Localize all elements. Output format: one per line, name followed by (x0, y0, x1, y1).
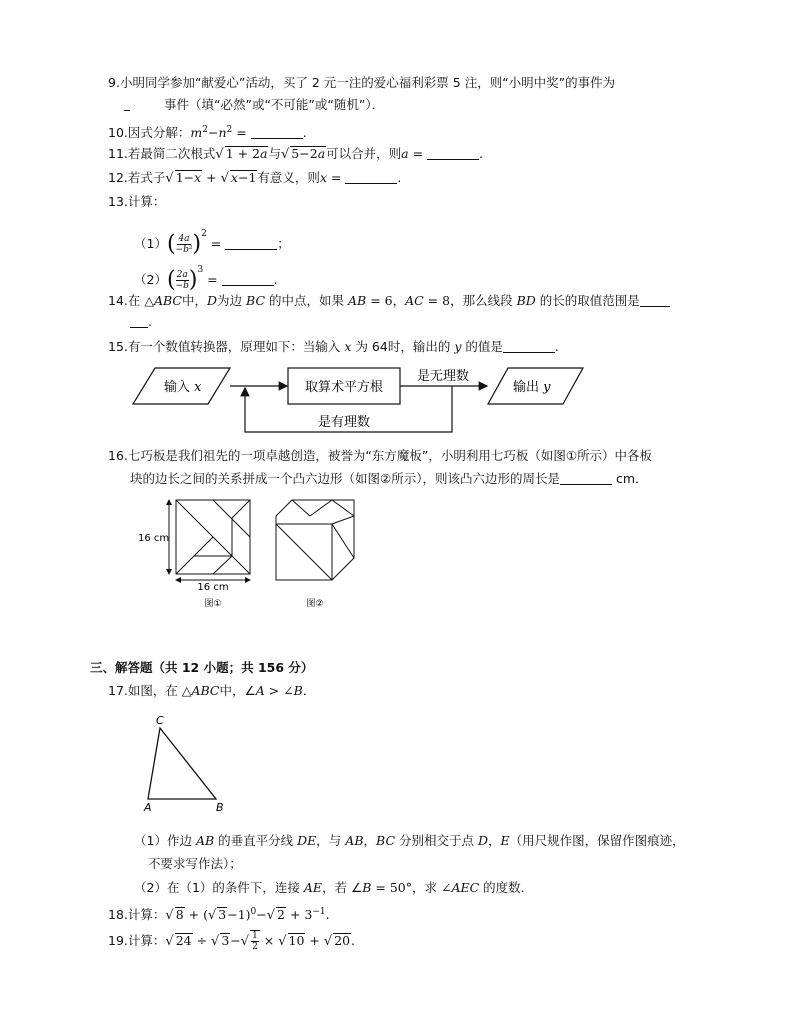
triangle-figure (140, 714, 240, 814)
question-number: 17. (108, 683, 128, 698)
radicand (225, 146, 269, 160)
math-expr: = 8，那么线段 (423, 293, 513, 308)
side-label: 16 cm (138, 533, 170, 544)
question-number: 15. (108, 339, 128, 354)
question-text: 中， (182, 293, 208, 308)
question-13 (108, 194, 165, 210)
denominator: −b² (175, 245, 193, 255)
numerator: 4a (178, 234, 190, 244)
section-title: 三、解答题（共 12 小题；共 156 分） (90, 660, 314, 675)
radicand-text: −1 (237, 170, 257, 185)
question-text: 有一个数值转换器，原理如下：当输入 (127, 339, 341, 354)
exponent: 2 (201, 229, 207, 239)
math-var: m (190, 125, 203, 141)
radical-sign: √ (215, 147, 224, 162)
part-label: （1） (134, 236, 167, 251)
math-op: + (305, 933, 324, 948)
irrational-label: 是无理数 (416, 369, 470, 384)
math-op: − (230, 933, 241, 948)
math-var: BC (376, 833, 396, 848)
math-var: AB (345, 833, 364, 848)
math-var: x (230, 170, 238, 185)
question-number: 10. (108, 125, 128, 141)
question-text: 的度数． (483, 880, 534, 895)
radical-sign: √ (165, 934, 174, 949)
math-var: x (319, 170, 327, 185)
question-9-line2 (124, 97, 384, 113)
question-text: 若最简二次根式 (127, 146, 216, 161)
radicand: 20 (334, 933, 351, 948)
math-var: D (207, 293, 218, 308)
question-text: ，若 ∠ (322, 880, 363, 895)
math-var: B (293, 683, 303, 698)
answer-blank[interactable] (251, 126, 303, 139)
radicand: 8 (175, 907, 184, 923)
question-13-part1 (134, 222, 290, 256)
question-text: 块的边长之间的关系拼成一个凸六边形（如图②所示），则该凸六边形的周长是 (130, 471, 560, 486)
radical-sign: √ (323, 934, 333, 949)
exponent: −1 (312, 907, 326, 917)
math-var: a (317, 146, 326, 161)
radicand: 2 (277, 907, 285, 923)
math-var: x (344, 339, 352, 354)
radicand: 24 (175, 933, 192, 948)
question-number: 13. (108, 194, 128, 209)
math-op: − (208, 125, 219, 141)
question-number: 18. (108, 907, 128, 923)
question-text: 计算： (127, 933, 166, 948)
question-number: 12. (108, 170, 128, 185)
question-text: 与 (268, 146, 281, 161)
question-text: 分别相交于点 (399, 833, 475, 848)
punct: . (148, 314, 152, 329)
question-16 (108, 448, 652, 464)
math-op: = (232, 125, 251, 141)
converter-flowchart (130, 360, 590, 438)
question-text: 不要求写作法）； (148, 856, 242, 871)
question-number: 11. (108, 146, 128, 161)
math-var: AB (195, 833, 215, 848)
question-17 (108, 683, 315, 699)
math-op: ÷ (192, 933, 212, 948)
question-text: 七巧板是我们祖先的一项卓越创造，被誉为“东方魔板”，小明利用七巧板（如图①所示）中各板 (127, 448, 653, 463)
math-expr: = 6， (366, 293, 406, 308)
radical-sign: √ (165, 908, 174, 924)
math-var: AB (348, 293, 367, 308)
question-text: ，与 (316, 833, 342, 848)
question-12 (108, 170, 401, 187)
paren: ( (166, 267, 176, 293)
question-number: 19. (108, 933, 128, 948)
math-var: AC (405, 293, 424, 308)
answer-blank[interactable] (225, 237, 277, 250)
math-expr: = 50°，求 ∠ (371, 880, 452, 895)
radical-sign: √ (240, 934, 250, 949)
punct: . (302, 125, 307, 141)
radicand-text: 5−2 (291, 146, 318, 161)
answer-blank[interactable] (560, 472, 612, 485)
question-14 (108, 293, 670, 309)
question-text: （1）作边 (134, 833, 192, 848)
tangram-hexagon (276, 500, 354, 580)
math-var: x (194, 170, 202, 185)
vertex-c: C (156, 714, 164, 727)
question-text: 的中点，如果 (269, 293, 345, 308)
part-label: （2） (134, 272, 167, 287)
fraction (176, 270, 189, 291)
math-var: E (500, 833, 510, 848)
fraction (176, 234, 193, 255)
question-text: 在 △ (127, 293, 154, 308)
math-var: n (218, 125, 227, 141)
answer-blank[interactable] (427, 147, 479, 160)
numerator: 1 (252, 931, 258, 941)
punct: . (351, 933, 356, 948)
math-op: = (327, 170, 346, 185)
question-text: 为 64时，输出的 (355, 339, 451, 354)
denominator: 2 (252, 942, 258, 952)
radicand (290, 146, 326, 160)
rational-label: 是有理数 (317, 415, 371, 430)
exponent: 2 (226, 125, 233, 135)
math-op: > ∠ (264, 683, 294, 698)
math-var: D (478, 833, 489, 848)
question-10 (108, 122, 307, 141)
radicand (250, 930, 260, 952)
question-13-part2 (134, 258, 278, 292)
question-17-part1-line2 (148, 856, 242, 872)
figure-2-caption: 图② (306, 599, 324, 609)
radical-sign: √ (266, 908, 276, 924)
radicand-text: 1 + 2 (225, 146, 261, 161)
question-number: 14. (108, 293, 128, 308)
exponent: 2 (202, 125, 208, 135)
question-text: 计算： (127, 907, 166, 923)
math-var: y (454, 339, 462, 354)
output-label: 输出 y (513, 380, 551, 395)
question-text: 若式子 (127, 170, 166, 185)
math-var: BD (516, 293, 536, 308)
punct: ； (277, 236, 290, 251)
punct: ． (302, 683, 316, 698)
punct: . (554, 339, 559, 354)
answer-blank-cont[interactable] (130, 315, 148, 328)
radical-sign: √ (211, 934, 220, 949)
math-op: + ( (184, 907, 208, 923)
question-15 (108, 339, 559, 355)
punct: . (325, 907, 330, 923)
paren: ) (188, 267, 198, 293)
vertex-a: A (144, 801, 152, 814)
question-text: 中，∠ (219, 683, 256, 698)
math-op: + (202, 170, 221, 185)
radicand-text: 1− (175, 170, 195, 185)
question-text: 的垂直平分线 (218, 833, 294, 848)
punct: . (397, 170, 402, 185)
question-11 (108, 146, 483, 163)
tangram-square (176, 500, 250, 574)
unit: cm． (615, 471, 648, 486)
question-text: 如图，在 △ (127, 683, 192, 698)
math-var: AE (303, 880, 323, 895)
question-number: 16. (108, 448, 128, 463)
question-text: 计算： (127, 194, 166, 209)
radical-sign: √ (220, 171, 229, 186)
math-expr: + 3 (286, 907, 313, 923)
question-18 (108, 904, 330, 924)
math-op: = (203, 272, 222, 287)
figure-1-caption: 图① (204, 599, 222, 609)
question-17-part1: （1）作边 AB 的垂直平分线 DE，与 AB，BC 分别相交于点 D，E（用尺规作图，保留作图痕迹， (134, 833, 685, 848)
question-text: 事件（填“必然”或“不可能”或“随机”）． (164, 97, 385, 112)
math-expr: −1) (227, 907, 251, 923)
numerator: 2a (176, 270, 188, 280)
math-var: BC (246, 293, 266, 308)
question-text: 可以合并，则 (326, 146, 402, 161)
answer-blank[interactable] (503, 340, 555, 353)
math-var: DE (297, 833, 317, 848)
process-label: 取算术平方根 (304, 380, 384, 395)
question-text: 因式分解： (127, 125, 191, 141)
math-var: ABC (153, 293, 182, 308)
math-op: × (259, 933, 279, 948)
question-text: 的长的取值范围是 (539, 293, 640, 308)
radicand (175, 170, 203, 184)
question-number: 9. (108, 75, 120, 90)
question-text: 的值是 (465, 339, 503, 354)
question-text: 为边 (217, 293, 243, 308)
question-14-line2 (130, 314, 152, 330)
denominator: −b (175, 281, 189, 291)
math-var: ABC (191, 683, 220, 698)
radicand (230, 170, 258, 184)
tangram-figures (136, 494, 366, 610)
math-var: B (362, 880, 372, 895)
radical-sign: √ (165, 171, 174, 186)
punct: . (273, 272, 278, 287)
punct: . (479, 146, 484, 161)
radical-sign: √ (207, 908, 217, 924)
radicand: 3 (221, 933, 230, 948)
radicand: 3 (218, 907, 227, 923)
exponent: 3 (197, 265, 204, 275)
question-19 (108, 930, 355, 953)
question-17-part2 (134, 880, 533, 896)
triangle-abc (148, 728, 216, 799)
math-var: a (260, 146, 268, 161)
input-label: 输入 x (164, 380, 202, 395)
paren: ) (192, 231, 202, 257)
math-op: = (408, 146, 428, 161)
question-text: （2）在（1）的条件下，连接 (134, 880, 300, 895)
answer-blank[interactable] (124, 98, 130, 111)
radical-sign: √ (281, 147, 290, 162)
question-text: （用尺规作图，保留作图痕迹， (509, 833, 685, 848)
radical-sign: √ (278, 934, 287, 949)
math-var: AEC (451, 880, 480, 895)
math-op: − (256, 907, 267, 923)
math-var: a (401, 146, 409, 161)
radicand: 10 (288, 933, 305, 948)
math-op: = (206, 236, 226, 251)
paren: ( (166, 231, 176, 257)
exponent: 0 (250, 907, 257, 917)
math-var: A (255, 683, 265, 698)
fraction (251, 931, 259, 952)
question-16-line2 (130, 471, 648, 487)
answer-blank[interactable] (345, 171, 397, 184)
answer-blank[interactable] (640, 294, 670, 307)
answer-blank[interactable] (222, 273, 274, 286)
question-text: 小明同学参加“献爱心”活动，买了 2 元一注的爱心福利彩票 5 注，则“小明中奖”的事件为 (119, 75, 616, 90)
question-text: 有意义，则 (257, 170, 320, 185)
question-9 (108, 75, 615, 91)
bottom-label: 16 cm (197, 582, 229, 593)
vertex-b: B (216, 801, 224, 814)
